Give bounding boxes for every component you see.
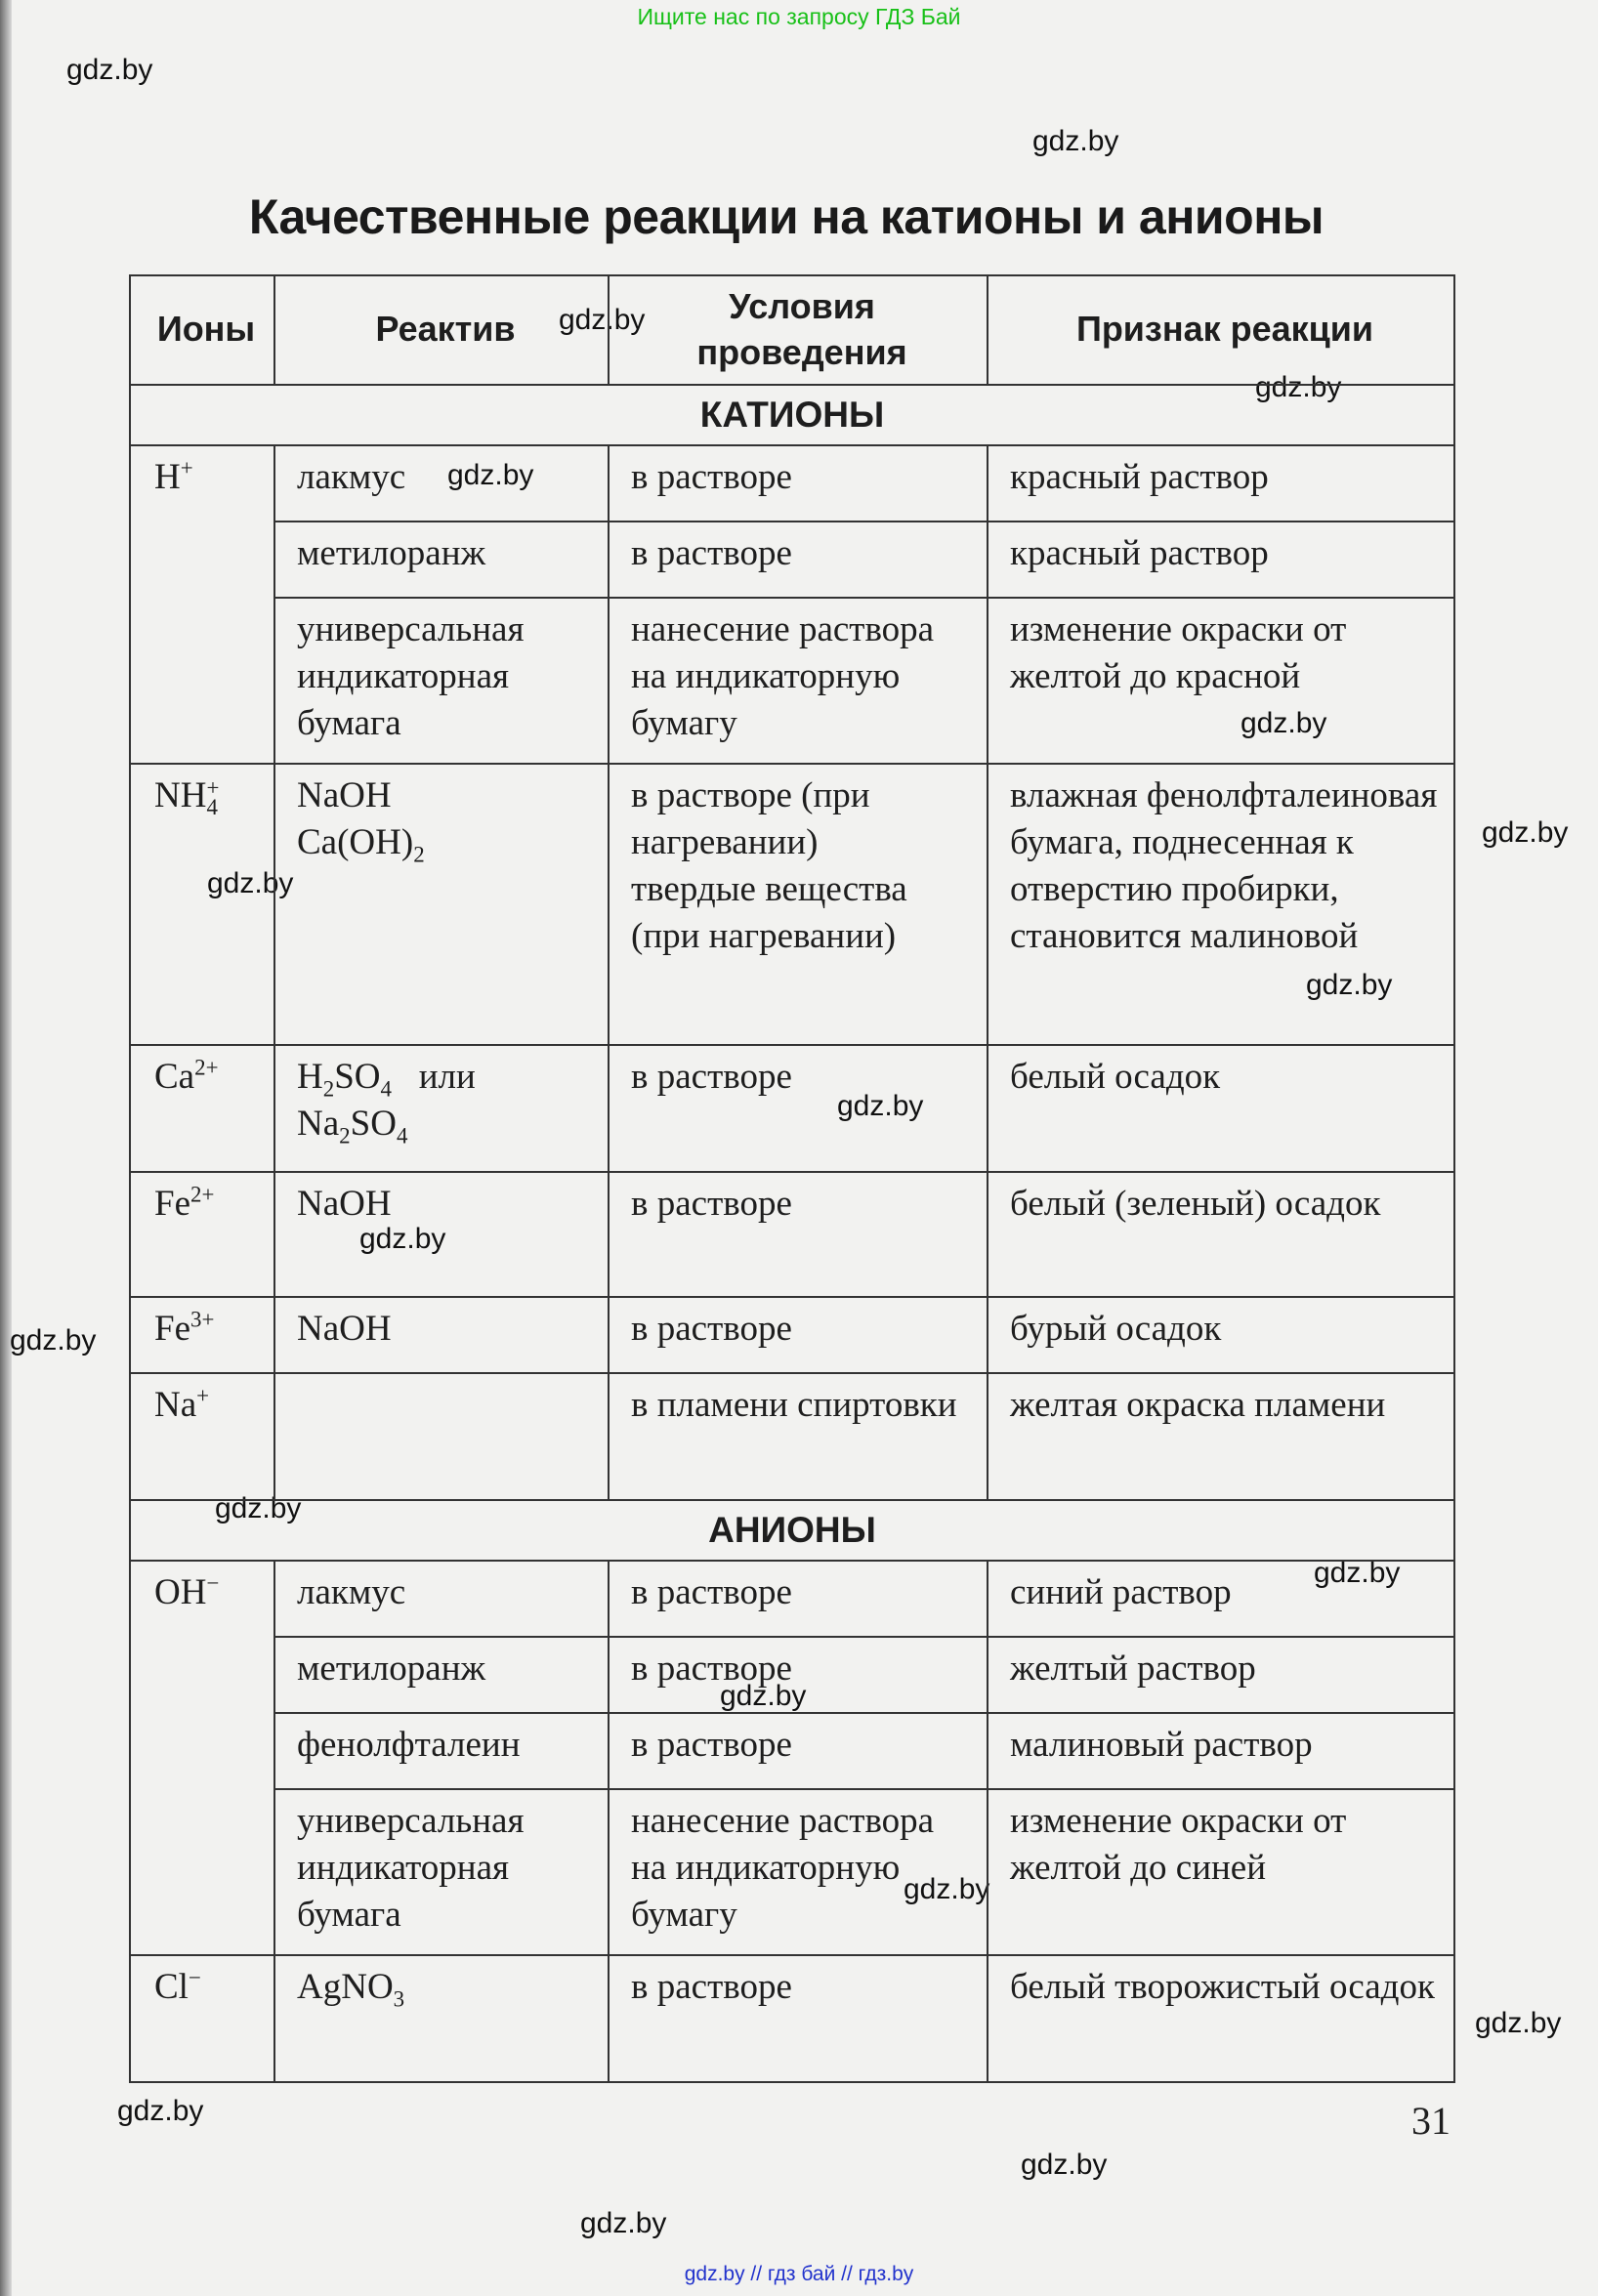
table-row	[130, 1955, 1454, 2082]
table-row	[130, 764, 1454, 1045]
reagent-cell: NaOH	[274, 1172, 609, 1297]
reagent-cell: универсальная индикаторная бумага	[274, 598, 609, 764]
watermark: gdz.by	[1241, 707, 1327, 739]
conditions-cell: в растворе	[609, 1955, 988, 2082]
watermark: gdz.by	[66, 54, 153, 86]
sign-cell: желтая окраска пламени	[988, 1373, 1454, 1500]
sign-cell: влажная фенолфталеиновая бумага, поднесенная к отверстию пробирки, становится малиновой	[988, 764, 1454, 1045]
watermark: gdz.by	[1306, 969, 1393, 1001]
table-row	[130, 1373, 1454, 1500]
sign-cell: желтый раствор	[988, 1637, 1454, 1713]
watermark: gdz.by	[1255, 371, 1342, 403]
section-label-anions: АНИОНЫ	[130, 1500, 1454, 1561]
conditions-cell: нанесение раствора на индикаторную бумагу	[609, 598, 988, 764]
watermark: gdz.by	[559, 304, 646, 336]
sign-cell: бурый осадок	[988, 1297, 1454, 1373]
table-row	[130, 522, 1454, 598]
sign-cell: изменение окраски от желтой до красной	[988, 598, 1454, 764]
reagent-cell: NaOH $Ca(OH)_2$	[274, 764, 609, 1045]
watermark: gdz.by	[359, 1223, 446, 1255]
conditions-cell: нанесение раствора на индикаторную бумагу	[609, 1789, 988, 1955]
table-row	[130, 598, 1454, 764]
ion-cell-na: Na+	[130, 1373, 274, 1500]
reagent-cell	[274, 1373, 609, 1500]
ion-cell-ca: $Ca^{2+}$	[130, 1045, 274, 1172]
reagent-cell: $H_2SO_4$ или $Na_2SO_4$	[274, 1045, 609, 1172]
ion-cell-h: H+	[130, 445, 274, 522]
table-row	[130, 1045, 1454, 1172]
sign-cell: белый творожистый осадок	[988, 1955, 1454, 2082]
conditions-cell: в растворе	[609, 522, 988, 598]
header-reagent: Реактив	[274, 275, 609, 385]
header-conditions: Условия проведения	[609, 275, 988, 385]
watermark: gdz.by	[1021, 2149, 1108, 2181]
section-row-cations	[130, 385, 1454, 445]
table-row	[130, 445, 1454, 522]
table-header-row	[130, 275, 1454, 385]
top-search-link[interactable]: Ищите нас по запросу ГДЗ Бай	[637, 4, 961, 29]
section-label-cations: КАТИОНЫ	[130, 385, 1454, 445]
conditions-cell: в растворе	[609, 1637, 988, 1713]
conditions-cell: в растворе	[609, 1561, 988, 1637]
watermark: gdz.by	[1482, 816, 1569, 849]
reagent-cell: метилоранж	[274, 522, 609, 598]
watermark: gdz.by	[207, 867, 294, 899]
conditions-cell: в растворе	[609, 1297, 988, 1373]
sign-cell: синий раствор	[988, 1561, 1454, 1637]
reagent-cell: фенолфталеин	[274, 1713, 609, 1789]
reagent-cell: лакмус	[274, 445, 609, 522]
watermark: gdz.by	[10, 1324, 97, 1357]
watermark: gdz.by	[1032, 125, 1119, 157]
watermark: gdz.by	[904, 1873, 990, 1905]
watermark: gdz.by	[1475, 2007, 1562, 2039]
section-row-anions	[130, 1500, 1454, 1561]
ion-cell-oh: OH−	[130, 1561, 274, 1637]
watermark: gdz.by	[447, 459, 534, 491]
ion-cell-nh4: NH + 4	[130, 764, 274, 1045]
page-edge-shadow	[0, 0, 12, 2296]
conditions-cell: в растворе (при нагревании) твердые вещества (при нагревании)	[609, 764, 988, 1045]
table-row	[130, 1172, 1454, 1297]
sign-cell: белый осадок	[988, 1045, 1454, 1172]
conditions-cell: в растворе	[609, 1045, 988, 1172]
reactions-table	[129, 274, 1455, 2083]
page-number: 31	[1411, 2099, 1451, 2143]
sign-cell: изменение окраски от желтой до синей	[988, 1789, 1454, 1955]
header-ions: Ионы	[130, 275, 274, 385]
watermark: gdz.by	[837, 1090, 924, 1122]
conditions-cell: в растворе	[609, 1713, 988, 1789]
reagent-cell: метилоранж	[274, 1637, 609, 1713]
reagent-cell: универсальная индикаторная бумага	[274, 1789, 609, 1955]
table-row	[130, 1561, 1454, 1637]
sign-cell: красный раствор	[988, 522, 1454, 598]
ion-cell-cl: Cl−	[130, 1955, 274, 2082]
watermark: gdz.by	[1314, 1557, 1401, 1589]
conditions-cell: в растворе	[609, 1172, 988, 1297]
table-row	[130, 1713, 1454, 1789]
reagent-cell: AgNO$_3$	[274, 1955, 609, 2082]
sign-cell: малиновый раствор	[988, 1713, 1454, 1789]
ion-cell-fe3: $Fe^{3+}$	[130, 1297, 274, 1373]
sign-cell: белый (зеленый) осадок	[988, 1172, 1454, 1297]
conditions-cell: в растворе	[609, 445, 988, 522]
header-sign: Признак реакции	[988, 275, 1454, 385]
bottom-links[interactable]: gdz.by // гдз бай // гдз.by	[684, 2263, 914, 2285]
watermark: gdz.by	[580, 2207, 667, 2239]
watermark: gdz.by	[215, 1492, 302, 1524]
table-row	[130, 1297, 1454, 1373]
sign-cell: красный раствор	[988, 445, 1454, 522]
watermark: gdz.by	[117, 2095, 204, 2127]
reagent-cell: NaOH	[274, 1297, 609, 1373]
reagent-cell: лакмус	[274, 1561, 609, 1637]
table-row	[130, 1789, 1454, 1955]
table-row	[130, 1637, 1454, 1713]
page-title: Качественные реакции на катионы и анионы	[248, 189, 1325, 244]
watermark: gdz.by	[720, 1680, 807, 1712]
conditions-cell: в пламени спиртовки	[609, 1373, 988, 1500]
ion-cell-fe2: $Fe^{2+}$	[130, 1172, 274, 1297]
